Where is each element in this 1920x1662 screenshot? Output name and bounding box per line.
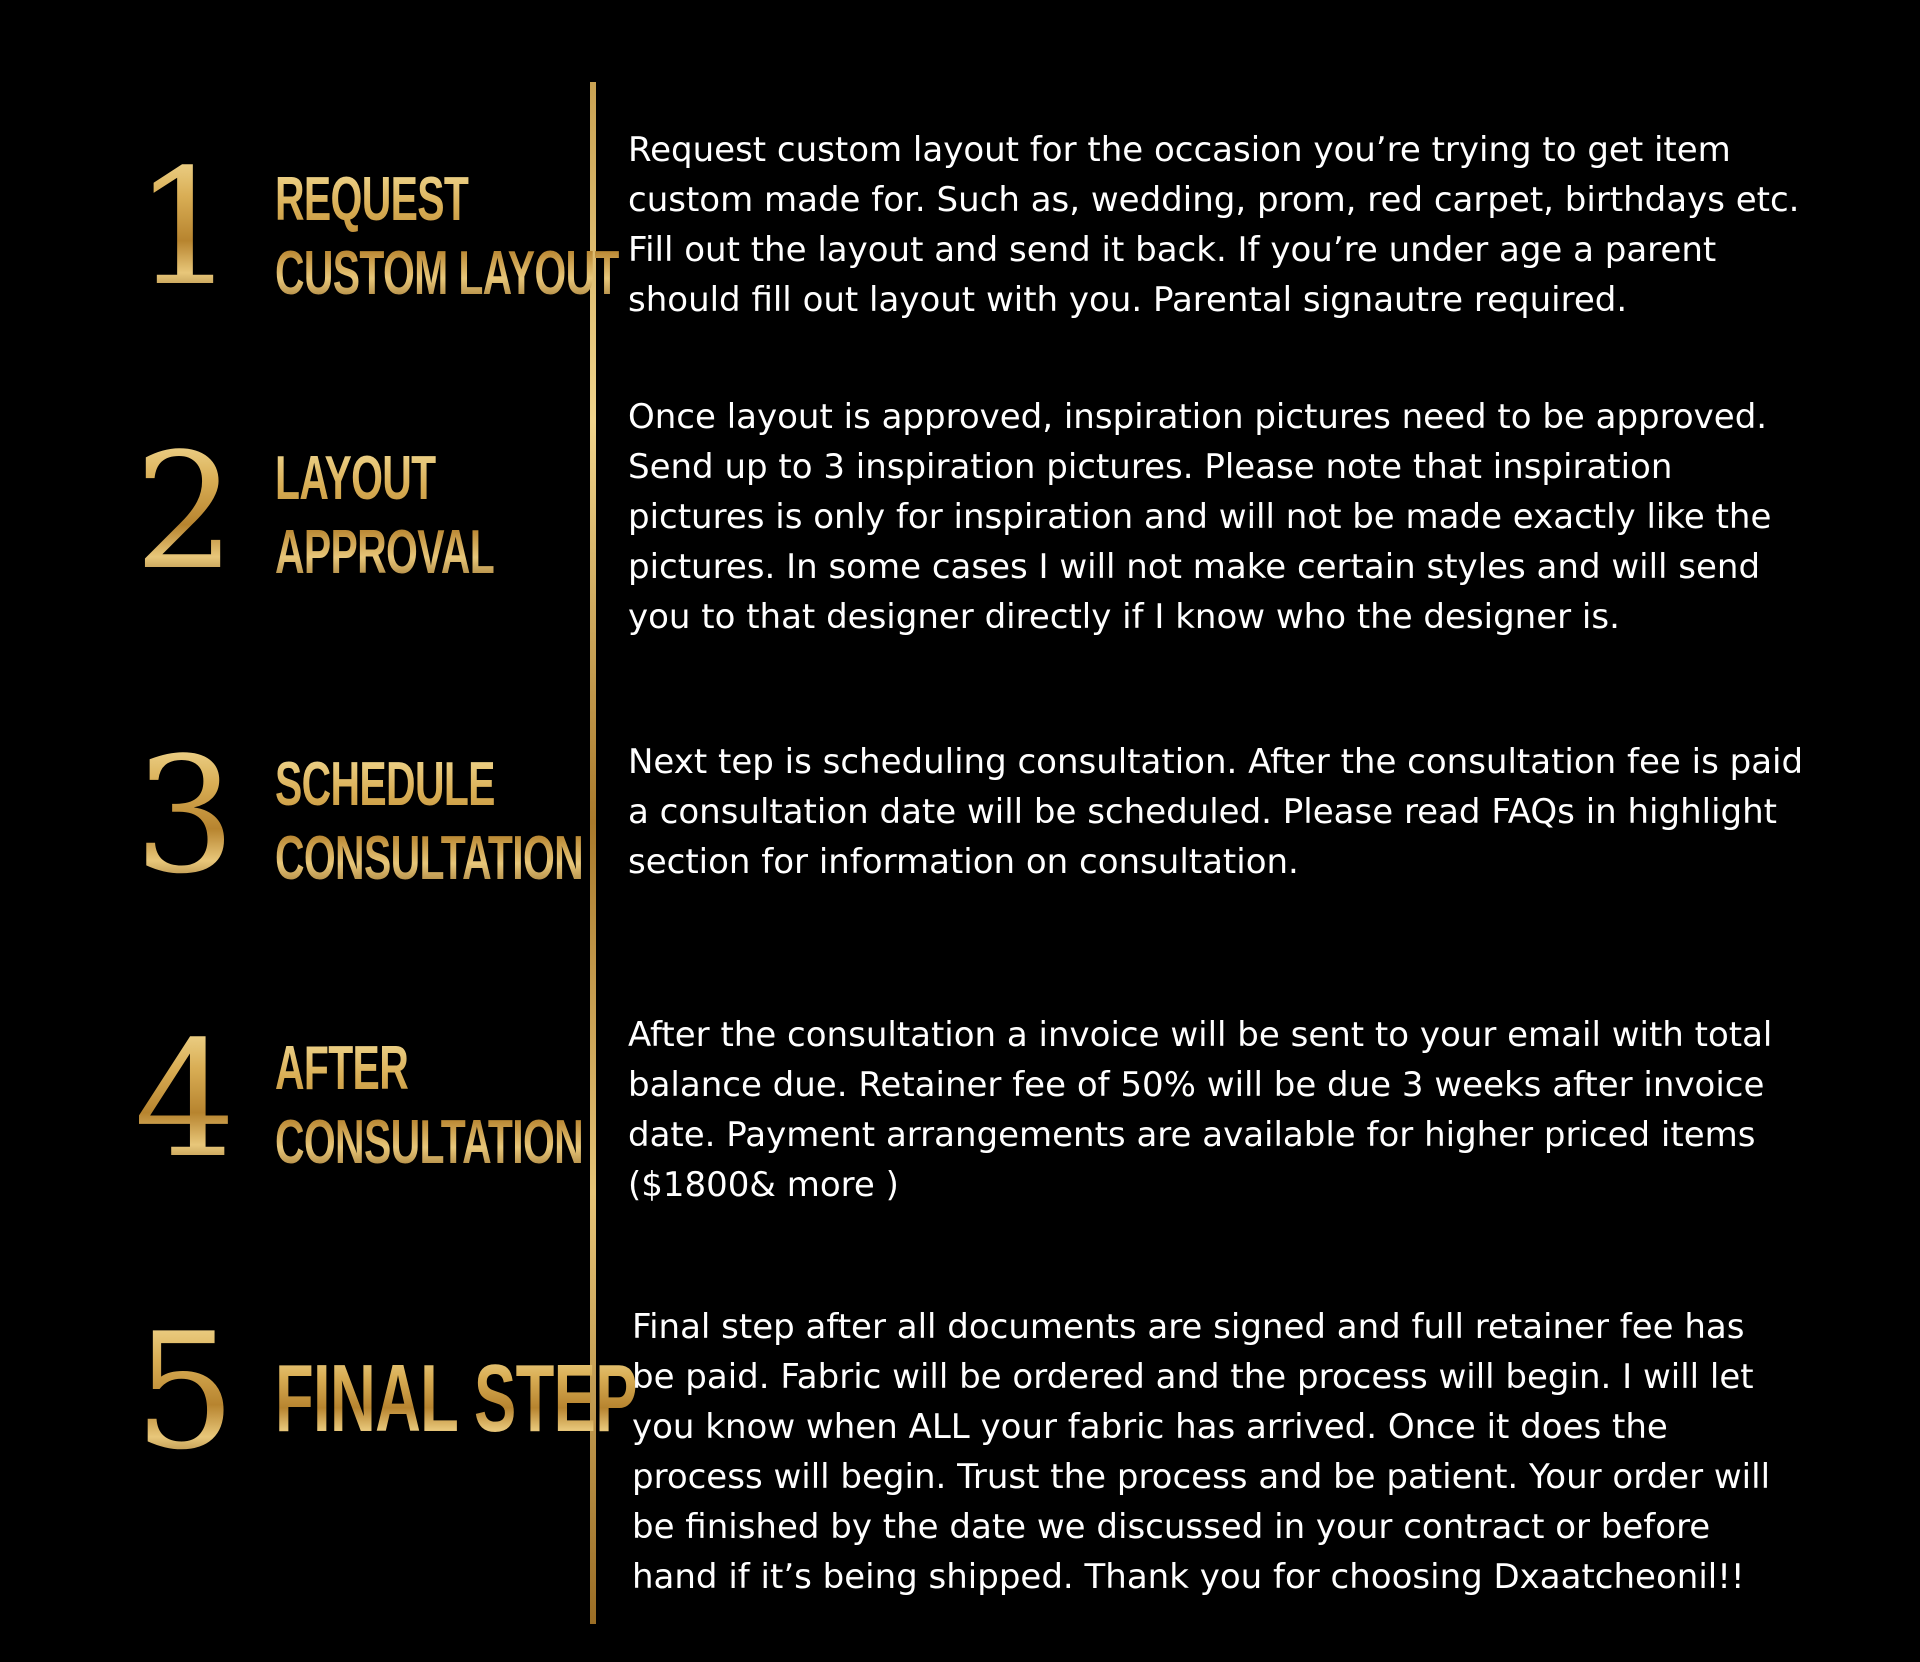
step-description-4-line-2: balance due. Retainer fee of 50% will be due 3 weeks after invoice <box>628 1065 1765 1105</box>
step-title-3 <box>275 748 583 896</box>
step-description-4-line-1: After the consultation a invoice will be sent to your email with total <box>628 1015 1773 1055</box>
step-description-3 <box>628 737 1918 887</box>
step-description-5 <box>632 1302 1920 1602</box>
step-number-5: 5 <box>120 1312 250 1472</box>
step-description-5-line-4: process will begin. Trust the process and be patient. Your order will <box>632 1457 1771 1497</box>
step-title-2-line-2: APPROVAL <box>275 518 495 587</box>
step-title-4-line-1: AFTER <box>275 1034 409 1103</box>
step-description-3-line-1: Next tep is scheduling consultation. After the consultation fee is paid <box>628 742 1804 782</box>
step-description-3-line-3: section for information on consultation. <box>628 842 1299 882</box>
step-description-5-line-3: you know when ALL your fabric has arrived. Once it does the <box>632 1407 1668 1447</box>
step-description-3-line-2: a consultation date will be scheduled. Please read FAQs in highlight <box>628 792 1777 832</box>
step-description-2 <box>628 392 1918 642</box>
step-description-2-line-2: Send up to 3 inspiration pictures. Please note that inspiration <box>628 447 1673 487</box>
step-description-4-line-4: ($1800& more ) <box>628 1165 899 1205</box>
step-description-1-line-3: Fill out the layout and send it back. If you’re under age a parent <box>628 230 1717 270</box>
step-description-5-line-5: be finished by the date we discussed in your contract or before <box>632 1507 1711 1547</box>
step-number-1: 1 <box>120 148 250 308</box>
step-description-5-line-1: Final step after all documents are signed and full retainer fee has <box>632 1307 1745 1347</box>
step-title-4-line-2: CONSULTATION <box>275 1108 584 1177</box>
step-title-3-line-2: CONSULTATION <box>275 824 584 893</box>
step-number-4: 4 <box>120 1020 250 1180</box>
step-number-3: 3 <box>120 736 250 896</box>
step-description-5-line-2: be paid. Fabric will be ordered and the process will begin. I will let <box>632 1357 1754 1397</box>
step-number-2: 2 <box>120 432 250 592</box>
step-description-2-line-3: pictures is only for inspiration and will not be made exactly like the <box>628 497 1772 537</box>
step-title-5-line-1: FINAL STEP <box>275 1345 637 1452</box>
step-description-2-line-1: Once layout is approved, inspiration pictures need to be approved. <box>628 397 1768 437</box>
step-title-1-line-2: CUSTOM LAYOUT <box>275 239 619 308</box>
step-description-4 <box>628 1010 1918 1210</box>
step-description-4-line-3: date. Payment arrangements are available for higher priced items <box>628 1115 1756 1155</box>
step-description-5-line-6: hand if it’s being shipped. Thank you for choosing Dxaatcheonil!! <box>632 1557 1745 1597</box>
step-description-1 <box>628 125 1918 325</box>
step-title-1 <box>275 163 619 311</box>
step-title-2-line-1: LAYOUT <box>275 444 436 513</box>
step-description-2-line-5: you to that designer directly if I know who the designer is. <box>628 597 1620 637</box>
step-title-5 <box>275 1344 637 1454</box>
step-title-3-line-1: SCHEDULE <box>275 750 495 819</box>
step-title-2 <box>275 442 494 590</box>
step-title-4 <box>275 1032 583 1180</box>
step-description-1-line-2: custom made for. Such as, wedding, prom, red carpet, birthdays etc. <box>628 180 1800 220</box>
step-description-1-line-4: should fill out layout with you. Parental signautre required. <box>628 280 1628 320</box>
step-title-1-line-1: REQUEST <box>275 165 469 234</box>
step-description-1-line-1: Request custom layout for the occasion you’re trying to get item <box>628 130 1731 170</box>
step-description-2-line-4: pictures. In some cases I will not make certain styles and will send <box>628 547 1761 587</box>
